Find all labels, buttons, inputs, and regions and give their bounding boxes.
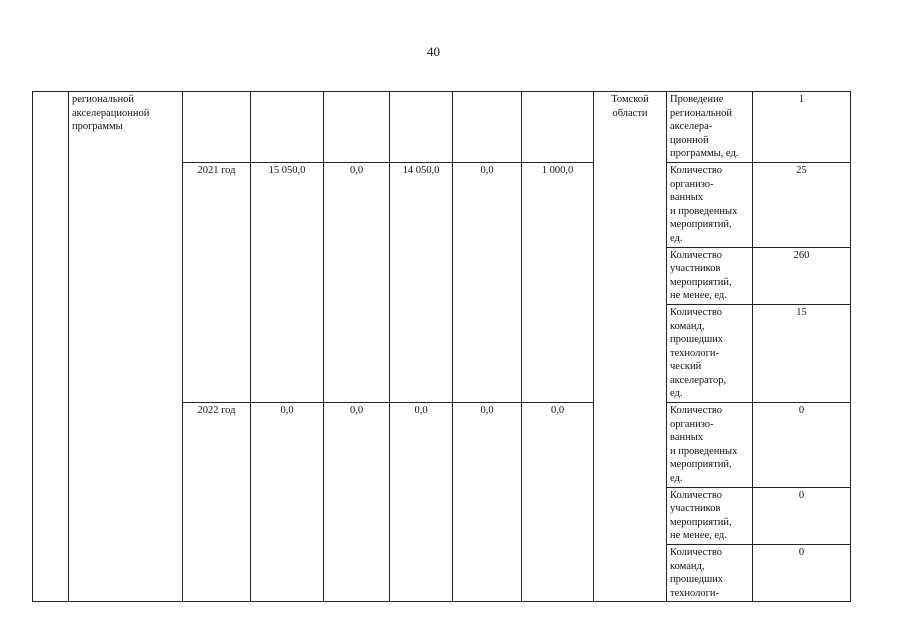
indicator-name: Количество команд, прошедших технологи- ческий акселератор, ед. xyxy=(667,304,753,402)
year-cell: 2021 год xyxy=(183,162,251,402)
indicator-value: 1 xyxy=(753,92,851,163)
region-cell xyxy=(594,92,667,602)
indicator-name: Количество команд, прошедших технологи- xyxy=(667,545,753,602)
year-cell: 2022 год xyxy=(183,403,251,602)
task-name-cell xyxy=(69,92,183,602)
indicator-name: Проведение региональной акселера- ционной программы, ед. xyxy=(667,92,753,163)
amount-cell: 1 000,0 xyxy=(522,162,594,402)
program-table xyxy=(32,91,851,602)
task-name: региональной акселерационной программы xyxy=(72,94,150,133)
indicator-name: Количество участников мероприятий, не менее, ед. xyxy=(667,487,753,544)
amount-cell: 0,0 xyxy=(522,403,594,602)
indicator-value: 260 xyxy=(753,247,851,304)
total-cell: 0,0 xyxy=(251,403,324,602)
indicator-value: 0 xyxy=(753,403,851,488)
amount-cell: 0,0 xyxy=(324,403,390,602)
amount-cell: 0,0 xyxy=(390,403,453,602)
empty-cell xyxy=(453,92,522,163)
empty-cell xyxy=(183,92,251,163)
empty-cell xyxy=(390,92,453,163)
amount-cell: 0,0 xyxy=(453,403,522,602)
table-row xyxy=(33,92,851,163)
indicator-value: 25 xyxy=(753,162,851,247)
empty-cell xyxy=(324,92,390,163)
amount-cell: 14 050,0 xyxy=(390,162,453,402)
indicator-name: Количество участников мероприятий, не менее, ед. xyxy=(667,247,753,304)
empty-cell xyxy=(251,92,324,163)
amount-cell: 0,0 xyxy=(453,162,522,402)
page-number: 40 xyxy=(427,44,440,59)
region-name: Томской области xyxy=(611,94,649,119)
indicator-value: 15 xyxy=(753,304,851,402)
total-cell: 15 050,0 xyxy=(251,162,324,402)
amount-cell: 0,0 xyxy=(324,162,390,402)
indicator-value: 0 xyxy=(753,487,851,544)
indicator-value: 0 xyxy=(753,545,851,602)
number-cell xyxy=(33,92,69,602)
indicator-name: Количество организо- ванных и проведенных мероприятий, ед. xyxy=(667,403,753,488)
indicator-name: Количество организо- ванных и проведенных мероприятий, ед. xyxy=(667,162,753,247)
empty-cell xyxy=(522,92,594,163)
